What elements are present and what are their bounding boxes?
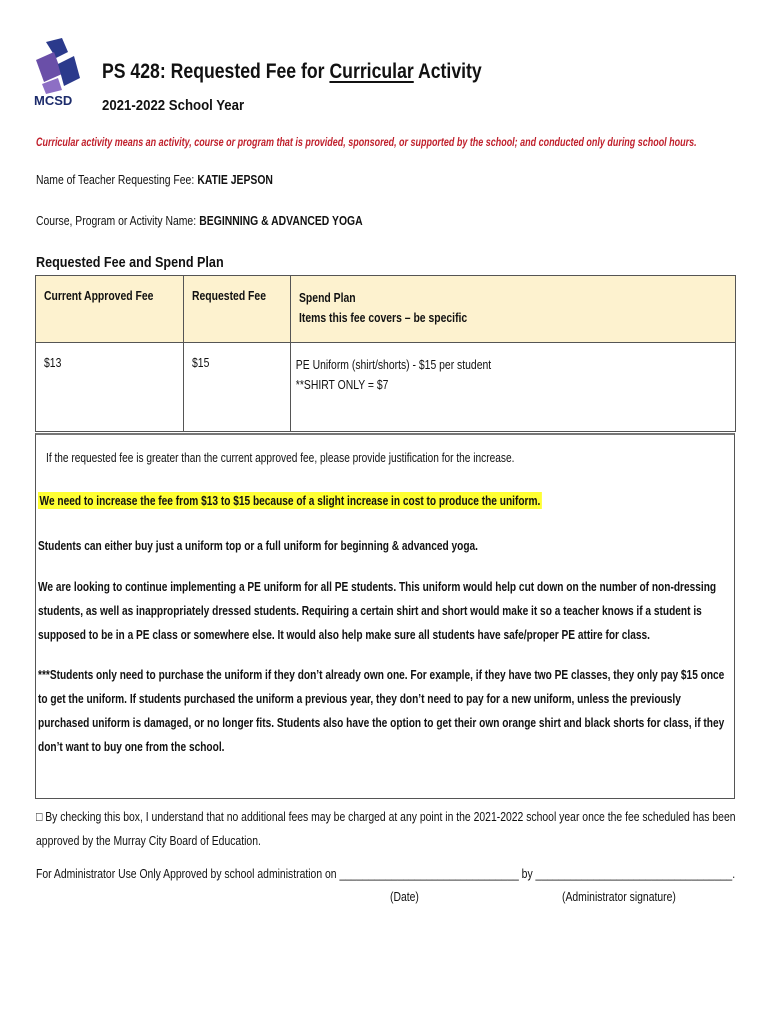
admin-signature-label: (Administrator signature) <box>562 889 676 904</box>
justification-paragraph-2: We are looking to continue implementing a PE uniform for all PE students. This uniform would help cut down on the number of non-dressing students, as well as inappropriately dressed students. Requiring a certain shirt and short would make it so a teacher knows if a student is supposed to be in a PE class or somewhere else. It would also help make sure all students have safe/proper PE attire for class. <box>38 579 717 642</box>
header-spend-plan: Spend Plan Items this fee covers – be specific <box>290 276 735 343</box>
page-title: PS 428: Requested Fee for Curricular Activity <box>102 60 482 83</box>
table-header-row <box>36 276 736 343</box>
course-label: Course, Program or Activity Name: <box>36 213 197 228</box>
justification-highlight: We need to increase the fee from $13 to $15 because of a slight increase in cost to produce the uniform. <box>39 493 541 508</box>
school-year: 2021-2022 School Year <box>102 97 245 114</box>
justification-prompt: If the requested fee is greater than the current approved fee, please provide justification for the increase. <box>46 450 515 465</box>
teacher-label: Name of Teacher Requesting Fee: <box>36 172 195 187</box>
logo-text: MCSD <box>34 93 73 108</box>
current-fee-cell: $13 <box>36 343 184 432</box>
section-heading: Requested Fee and Spend Plan <box>36 254 224 271</box>
justification-paragraph-1: Students can either buy just a uniform top or a full uniform for beginning & advanced yoga. <box>38 538 479 553</box>
acknowledgement-text: By checking this box, I understand that no additional fees may be charged at any point in the 2021-2022 school year once the fee scheduled has been approved by the Murray City Board of Education. <box>36 809 736 848</box>
course-name-line <box>36 213 363 228</box>
teacher-name-line <box>36 172 273 187</box>
date-label: (Date) <box>390 889 419 904</box>
table-row <box>36 343 736 432</box>
course-name: BEGINNING & ADVANCED YOGA <box>199 213 363 228</box>
admin-approval-line: For Administrator Use Only Approved by school administration on _______________________________ by __________________________________. <box>36 866 736 881</box>
fee-table <box>35 275 736 432</box>
justification-paragraph-3: ***Students only need to purchase the uniform if they don’t already own one. For example, if they have two PE classes, they only pay $15 once to get the uniform. If students purchased the uniform a previous year, they don’t need to pay for a new uniform, unless the previously purchased uniform is damaged, or no longer fits. Students also have the option to get their own orange shirt and black shorts for class, if they don’t want to buy one from the school. <box>38 667 725 754</box>
header-requested-fee: Requested Fee <box>183 276 290 343</box>
spend-plan-cell: PE Uniform (shirt/shorts) - $15 per student **SHIRT ONLY = $7 <box>290 343 735 432</box>
acknowledgement-checkbox[interactable]: □ <box>36 809 43 824</box>
teacher-name: KATIE JEPSON <box>197 172 273 187</box>
curricular-definition: Curricular activity means an activity, course or program that is provided, sponsored, or supported by the school; and conducted only during school hours. <box>36 137 697 149</box>
header-current-fee: Current Approved Fee <box>36 276 184 343</box>
acknowledgement <box>36 805 748 853</box>
requested-fee-cell: $15 <box>183 343 290 432</box>
title-underlined-word: Curricular <box>329 60 414 83</box>
